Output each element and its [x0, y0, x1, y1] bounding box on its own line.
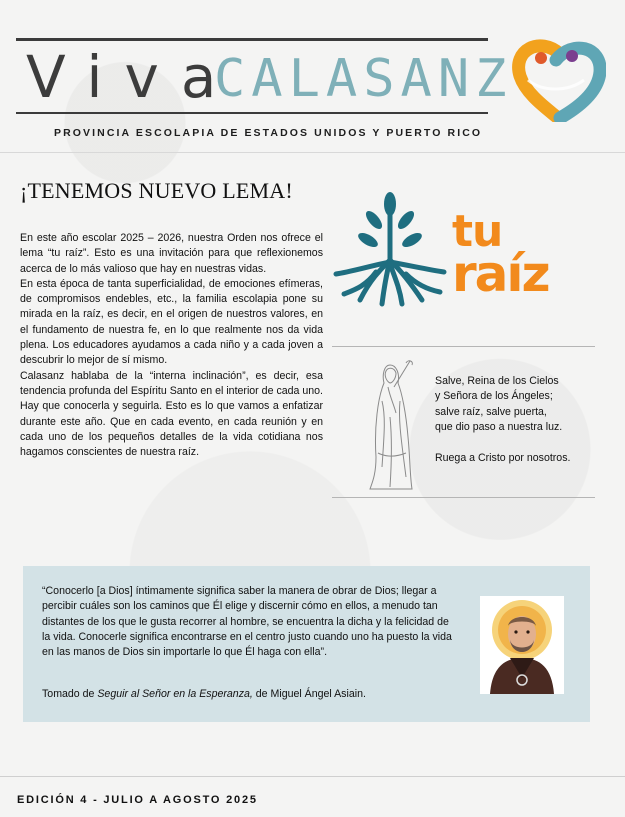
masthead-top-rule — [16, 38, 488, 41]
article-paragraph-1: En este año escolar 2025 – 2026, nuestra Orden nos ofrece el lema “tu raíz”. Esto es una invitación para que reflexionemos acerca de lo más valioso que hay en nuestras vidas. — [20, 232, 323, 275]
motto-wordmark — [452, 206, 592, 303]
article-paragraph-3: Calasanz hablaba de la “interna inclinación”, es decir, esa tendencia profunda del Espíritu Santo en el interior de cada uno. Hay que conocerla y seguirla. Esto es lo que vamos a enfatizar durante este año. Que en cada evento, en cada reunión y en cada uno de los pequeños detalles de la vida cotidiana nos hagamos conscientes de nuestra raíz. — [20, 369, 323, 459]
article-paragraph-2: En esta época de tanta superficialidad, de emociones efímeras, de compromisos endebles, etc., la familia escolapia pone su mirada en la raíz, es decir, en el origen de nuestros valores, en el fundamento de nuestra fe, en lo que realmente nos da vida plena. Los educadores ayudamos a cada niño y a cada joven a descubrir lo mejor de sí mismo. — [20, 277, 323, 367]
source-title: Seguir al Señor en la Esperanza, — [97, 688, 253, 700]
tree-roots-icon — [330, 190, 450, 310]
prayer-text — [435, 374, 570, 466]
masthead-title-calasanz: CALASANZ — [214, 49, 513, 109]
prayer-closing: Ruega a Cristo por nosotros. — [435, 451, 571, 464]
masthead-subtitle: PROVINCIA ESCOLAPIA DE ESTADOS UNIDOS Y PUERTO RICO — [54, 127, 483, 139]
prayer-bottom-rule — [332, 497, 595, 498]
source-suffix: de Miguel Ángel Asiain. — [252, 688, 366, 700]
source-prefix: Tomado de — [42, 688, 98, 700]
footer-rule — [0, 776, 625, 777]
masthead-title-viva: Viva — [26, 43, 239, 111]
prayer-line: Salve, Reina de los Cielos — [435, 375, 559, 387]
article-heading: ¡TENEMOS NUEVO LEMA! — [20, 178, 293, 203]
header-separator — [0, 152, 625, 153]
quote-source — [42, 688, 366, 700]
footer-edition: EDICIÓN 4 - JULIO A AGOSTO 2025 — [17, 794, 258, 806]
quote-text: “Conocerlo [a Dios] íntimamente significa saber la manera de obrar de Dios; llegar a percibir cuáles son los caminos que Él elige y discernir cómo en ellos, a menudo tan distantes de los que le gusta recorrer al hombre, se encuentra la dicha y la felicidad de la vida. Conocerle significa encontrarse en el centro justo cuando uno ha puesto la vida en las manos de Dios sin importarle lo que Él haga con ella”. — [42, 585, 452, 659]
masthead-bottom-rule — [16, 112, 488, 114]
motto-word-tu: tu — [452, 206, 503, 257]
motto-word-raiz: raíz — [452, 245, 549, 303]
calasanz-heart-hands-logo-icon — [510, 36, 606, 122]
prayer-top-rule — [332, 346, 595, 347]
article-body — [20, 231, 323, 460]
virgin-mary-sketch-icon — [366, 357, 418, 491]
prayer-line: que dio paso a nuestra luz. — [435, 421, 563, 434]
prayer-line: salve raíz, salve puerta, — [435, 405, 547, 418]
saint-calasanz-portrait-icon — [480, 596, 564, 694]
prayer-line: y Señora de los Ángeles; — [435, 390, 553, 403]
